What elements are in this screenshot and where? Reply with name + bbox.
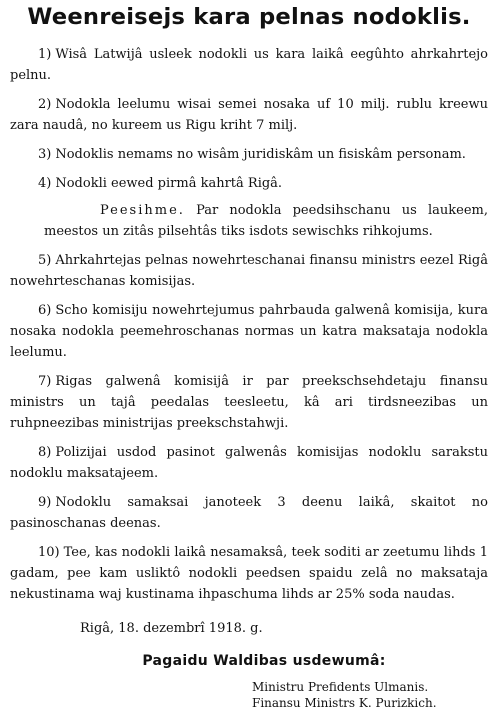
item-text: Scho komisiju nowehrtejumus pahrbauda galwenâ komisija, kura nosaka nodokla peemehroschanas normas un katra maksataja nodokla leelumu. [10,303,488,360]
decree-items [10,44,488,605]
item-number: 2) [38,97,52,112]
order-heading: Pagaidu Waldibas usdewumâ: [142,653,386,669]
item-text: Nodokli eewed pirmâ kahrtâ Rigâ. [55,176,283,191]
item-number: 7) [38,374,52,389]
item-number: 1) [38,47,52,62]
decree-note [44,200,488,242]
signers [252,679,488,711]
decree-item-5 [10,250,488,292]
item-number: 5) [38,253,52,268]
item-number: 9) [38,495,52,510]
decree-item-3 [10,144,488,165]
decree-item-4 [10,173,488,194]
item-number: 3) [38,147,52,162]
item-text: Wisâ Latwijâ usleek nodokli us kara laikâ eegûhto ahrkahrtejo pelnu. [10,47,488,83]
item-text: Nodoklis nemams no wisâm juridiskâm un fisiskâm personam. [55,147,466,162]
item-number: 10) [38,545,60,560]
item-text: Rigas galwenâ komisijâ ir par preekschsehdetaju finansu ministrs un tajâ peedalas teesleetu, kâ ari tirdsneezibas un ruhpneezibas ministrijas preekschstahwji. [10,374,488,431]
issue-date: Rigâ, 18. dezembrî 1918. g. [80,621,263,636]
decree-item-7 [10,371,488,434]
item-number: 8) [38,445,52,460]
item-text: Nodoklu samaksai janoteek 3 deenu laikâ, skaitot no pasinoschanas deenas. [10,495,488,531]
document-title: Weenreisejs kara pelnas nodoklis. [27,5,471,30]
decree-item-2 [10,94,488,136]
signer-finance-minister: Finansu Ministrs K. Purizkich. [252,696,437,710]
decree-item-10 [10,542,488,605]
decree-item-6 [10,300,488,363]
item-number: 4) [38,176,52,191]
decree-item-1 [10,44,488,86]
note-label: Peesihme. [100,203,185,218]
item-text: Polizijai usdod pasinot galwenâs komisijas nodoklu sarakstu nodoklu maksatajeem. [10,445,488,481]
signer-prime-minister: Ministru Prefidents Ulmanis. [252,680,429,694]
note-text: Par nodokla peedsihschanu us laukeem, meestos un zitâs pilsehtâs tiks isdots sewischks rihkojums. [44,203,488,239]
item-text: Nodokla leelumu wisai semei nosaka uf 10 milj. rublu kreewu zara naudâ, no kureem us Rigu kriht 7 milj. [10,97,488,133]
item-number: 6) [38,303,52,318]
decree-item-8 [10,442,488,484]
decree-item-9 [10,492,488,534]
item-text: Ahrkahrtejas pelnas nowehrteschanai finansu ministrs eezel Rigâ nowehrteschanas komisijas. [10,253,488,289]
item-text: Tee, kas nodokli laikâ nesamaksâ, teek soditi ar zeetumu lihds 1 gadam, pee kam usliktô nodokli peedsen spaidu zelâ no maksataja nekustinama waj kustinama ihpaschuma lihds ar 25% soda naudas. [10,545,488,602]
